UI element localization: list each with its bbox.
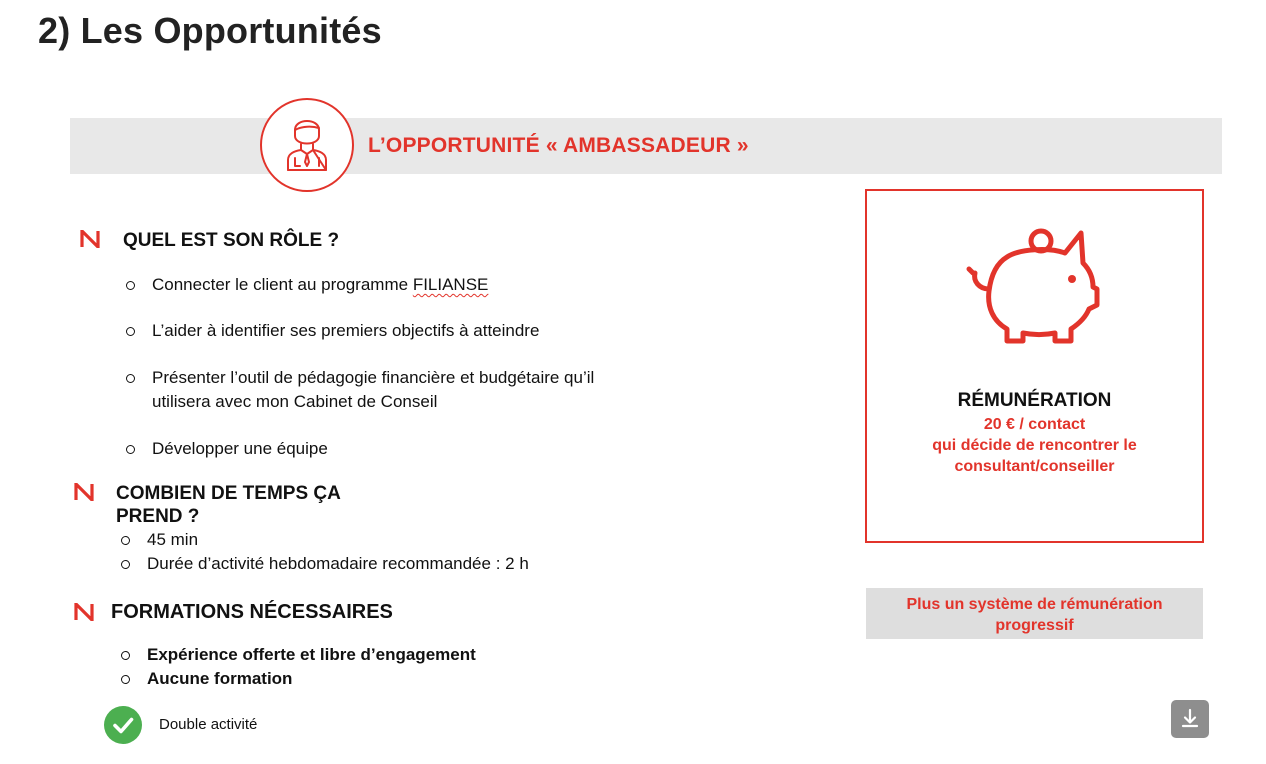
remuneration-title: RÉMUNÉRATION xyxy=(957,390,1112,411)
bullet xyxy=(126,327,135,336)
section-heading-training: FORMATIONS NÉCESSAIRES xyxy=(111,601,393,623)
bullet xyxy=(121,536,130,545)
download-icon xyxy=(1171,700,1209,738)
list-item-continued: utilisera avec mon Cabinet de Conseil xyxy=(152,392,438,411)
n-logo-icon xyxy=(80,230,100,248)
piggy-bank-icon xyxy=(959,219,1119,349)
bullet xyxy=(126,281,135,290)
bullet xyxy=(126,445,135,454)
bullet xyxy=(126,374,135,383)
brand-name: FILIANSE xyxy=(412,275,489,294)
list-item: 45 min xyxy=(147,530,199,549)
n-logo-icon xyxy=(74,603,94,621)
list-item: Présenter l’outil de pédagogie financière et budgétaire qu’il xyxy=(152,368,595,387)
page-title: 2) Les Opportunités xyxy=(38,10,382,51)
remuneration-box xyxy=(865,189,1204,543)
list-item: Développer une équipe xyxy=(152,439,328,458)
list-item: Expérience offerte et libre d’engagement xyxy=(147,645,476,664)
person-icon xyxy=(262,100,352,190)
bullet xyxy=(121,560,130,569)
n-logo-icon xyxy=(74,483,94,501)
list-item: L’aider à identifier ses premiers objectifs à atteindre xyxy=(152,321,540,340)
check-circle-icon xyxy=(104,706,142,744)
list-item: Aucune formation xyxy=(147,669,293,688)
banner-icon-circle xyxy=(260,98,354,192)
download-button[interactable] xyxy=(1171,700,1209,738)
remuneration-amount: 20 € / contact xyxy=(983,416,1086,433)
progressive-text: progressif xyxy=(995,617,1074,634)
remuneration-detail: qui décide de rencontrer le xyxy=(932,437,1137,454)
double-activity-label: Double activité xyxy=(159,716,258,733)
section-heading-role: QUEL EST SON RÔLE ? xyxy=(123,230,340,251)
bullet xyxy=(121,651,130,660)
list-item: Connecter le client au programme FILIANSE xyxy=(152,275,489,294)
progressive-text: Plus un système de rémunération xyxy=(906,596,1163,613)
list-item: Durée d’activité hebdomadaire recommandée : 2 h xyxy=(147,554,529,573)
banner-title: L’OPPORTUNITÉ « AMBASSADEUR » xyxy=(368,134,749,157)
section-heading-time: COMBIEN DE TEMPS ÇA PREND ? xyxy=(116,483,341,527)
remuneration-detail: consultant/conseiller xyxy=(954,458,1115,475)
bullet xyxy=(121,675,130,684)
